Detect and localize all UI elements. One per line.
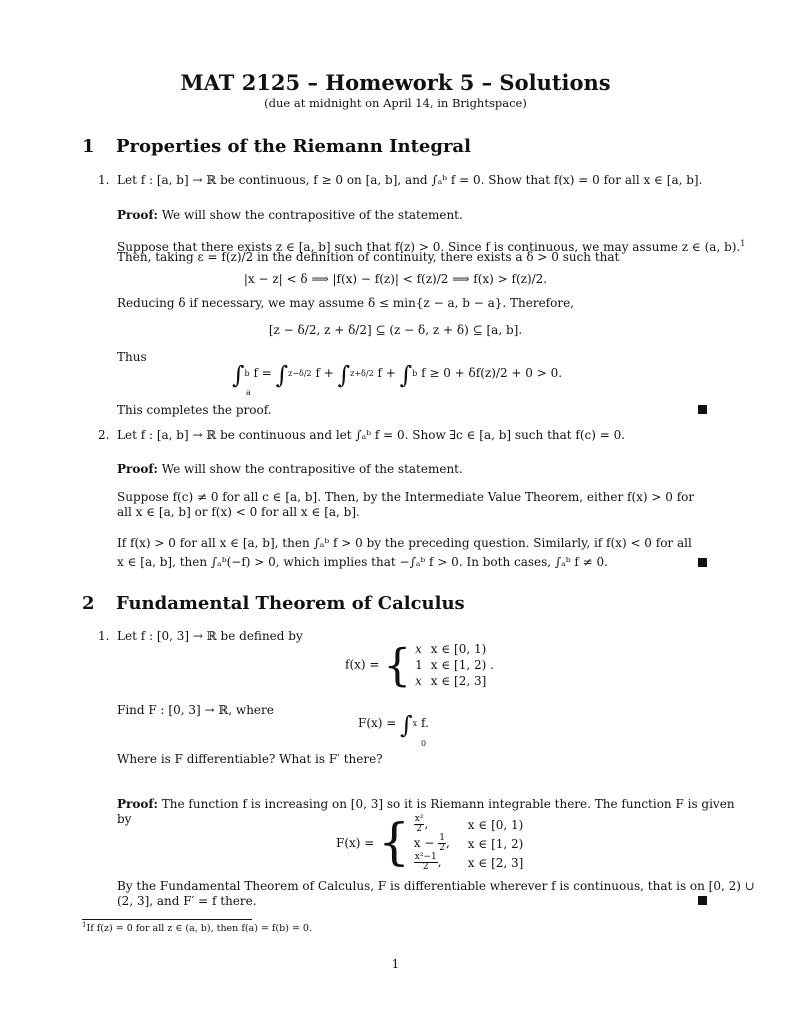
- case-cond: x ∈ [0, 1): [467, 817, 524, 832]
- page-title: MAT 2125 – Homework 5 – Solutions: [180, 70, 611, 95]
- fraction: [414, 815, 425, 834]
- page-subtitle: (due at midnight on April 14, in Brightspace): [264, 96, 527, 110]
- section-1-title: Properties of the Riemann Integral: [116, 136, 471, 157]
- s1-q1-eq3: [232, 361, 563, 389]
- s1-q2-number: 2.: [98, 428, 110, 442]
- case-expr: [414, 815, 468, 834]
- case-cond: x ∈ [2, 3]: [430, 674, 487, 688]
- s2-q1-ftc-b: (2, 3], and F′ = f there.: [117, 894, 257, 908]
- s2-q1-ftc-a: By the Fundamental Theorem of Calculus, F is differentiable wherever f is continuous, that is on [0, 2) ∪: [117, 879, 755, 893]
- integral-symbol: ∫: [400, 711, 413, 739]
- footnote-ref: 1: [740, 239, 746, 248]
- F-definition: [358, 711, 429, 739]
- s1-q2-para1a: Suppose f(c) ≠ 0 for all c ∈ [a, b]. Then, by the Intermediate Value Theorem, either f(x) > 0 for: [117, 490, 695, 504]
- section-1-number: 1: [82, 136, 95, 157]
- s2-q1-number: 1.: [98, 629, 110, 643]
- left-brace: {: [383, 640, 412, 692]
- denominator: 2: [422, 862, 429, 872]
- proof-intro: We will show the contrapositive of the statement.: [161, 462, 463, 476]
- f-case-row: [415, 657, 502, 673]
- s1-q1-para2: Then, taking ε = f(z)/2 in the definition of continuity, there exists a δ > 0 such that: [117, 250, 620, 264]
- qed-square: [698, 896, 707, 905]
- footnote-text: If f(z) = 0 for all z ∈ (a, b), then f(a) = f(b) = 0.: [86, 923, 312, 935]
- s1-q1-para3: Reducing δ if necessary, we may assume δ ≤ min{z − a, b − a}. Therefore,: [117, 296, 574, 310]
- left-brace: {: [378, 813, 410, 871]
- s2-q1-statement: Let f : [0, 3] → ℝ be defined by: [117, 629, 303, 643]
- s2-q1-find: Find F : [0, 3] → ℝ, where: [117, 703, 274, 717]
- denominator: 2: [416, 824, 422, 834]
- s2-q1-where: Where is F differentiable? What is F′ there?: [117, 752, 383, 766]
- case-cond: x ∈ [0, 1): [430, 642, 487, 656]
- case-expr: [414, 853, 468, 872]
- footnote: [82, 921, 312, 934]
- qed-square: [698, 558, 707, 567]
- case-expr: [414, 834, 468, 853]
- page-number: 1: [391, 957, 400, 971]
- f-case-row: [415, 673, 502, 689]
- case-expr: x: [415, 642, 422, 656]
- s1-q2-statement: Let f : [a, b] → ℝ be continuous and let ∫ₐᵇ f = 0. Show ∃c ∈ [a, b] such that f(c) = 0.: [117, 428, 626, 442]
- F-piecewise: [336, 815, 531, 872]
- proof-intro: We will show the contrapositive of the statement.: [161, 208, 463, 222]
- s1-q2-para2a: If f(x) > 0 for all x ∈ [a, b], then ∫ₐᵇ f > 0 by the preceding question. Similarly, if f(x) < 0 for all: [117, 536, 692, 550]
- comma: ,: [424, 817, 429, 831]
- numerator: x²−1: [414, 852, 437, 862]
- s1-q1-thus: Thus: [117, 350, 147, 364]
- proof-label: Proof:: [117, 462, 158, 476]
- fraction: [414, 853, 438, 872]
- f-cases: [415, 641, 502, 689]
- footnote-mark: 1: [82, 921, 87, 929]
- case-cond: x ∈ [2, 3]: [467, 855, 524, 870]
- section-2-title: Fundamental Theorem of Calculus: [116, 593, 465, 614]
- lower-limit: a: [246, 388, 251, 397]
- upper-limit: z−δ/2: [288, 369, 312, 378]
- F-lhs: F(x) =: [336, 836, 375, 850]
- case-expr: 1: [415, 658, 423, 672]
- F-cases: [414, 815, 532, 872]
- upper-limit: z+δ/2: [350, 369, 374, 378]
- s1-q2-para2b: x ∈ [a, b], then ∫ₐᵇ(−f) > 0, which implies that −∫ₐᵇ f > 0. In both cases, ∫ₐᵇ f ≠ 0.: [117, 555, 608, 569]
- s2-q1-proof-line: [117, 797, 735, 812]
- upper-limit: b: [412, 369, 418, 378]
- s1-q1-eq1: |x − z| < δ ⟹ |f(x) − f(z)| < f(z)/2 ⟹ f(x) > f(z)/2.: [243, 272, 548, 286]
- F-case-row: [414, 834, 532, 853]
- s2-q1-proof-by: by: [117, 812, 132, 826]
- eq3-term1: f +: [315, 366, 334, 380]
- eq3-term2: f +: [377, 366, 396, 380]
- F-def-rhs: f.: [421, 716, 429, 730]
- case-expr: x: [415, 674, 422, 688]
- comma: ,: [446, 836, 450, 850]
- proof-label: Proof:: [117, 208, 158, 222]
- fraction: [438, 834, 446, 853]
- numerator: x²: [414, 814, 424, 824]
- F-case-row: [414, 815, 532, 834]
- numerator: 1: [439, 833, 445, 843]
- upper-limit: b: [244, 369, 250, 378]
- eq3-term3: f ≥ 0 + δf(z)/2 + 0 > 0.: [421, 366, 563, 380]
- proof-text: The function f is increasing on [0, 3] so it is Riemann integrable there. The function F is given: [161, 797, 735, 811]
- F-case-row: [414, 853, 532, 872]
- section-2-number: 2: [82, 593, 95, 614]
- integral-symbol: ∫: [275, 361, 289, 389]
- s1-q2-para1b: all x ∈ [a, b] or f(x) < 0 for all x ∈ [a, b].: [117, 505, 360, 519]
- expr-prefix: x −: [413, 836, 435, 850]
- s1-q1-statement: Let f : [a, b] → ℝ be continuous, f ≥ 0 on [a, b], and ∫ₐᵇ f = 0. Show that f(x) = 0 for all x ∈ [a, b].: [117, 173, 703, 187]
- qed-square: [698, 405, 707, 414]
- case-cond: x ∈ [1, 2): [467, 836, 524, 851]
- f-lhs: f(x) =: [345, 657, 380, 672]
- denominator: 2: [439, 843, 445, 853]
- case-cond: x ∈ [1, 2) .: [430, 658, 494, 672]
- eq3-lhs: f =: [253, 366, 272, 380]
- upper-limit: x: [412, 719, 418, 728]
- s1-q1-para1-text: Suppose that there exists z ∈ [a, b] such that f(z) > 0. Since f is continuous, we may assume z ∈ (a, b).: [117, 240, 741, 254]
- integral-symbol: ∫: [399, 361, 413, 389]
- s1-q1-end: This completes the proof.: [117, 403, 272, 417]
- lower-limit: 0: [421, 739, 427, 748]
- s1-q2-proof-line: [117, 462, 463, 477]
- proof-label: Proof:: [117, 797, 158, 811]
- f-case-row: [415, 641, 502, 657]
- footnote-rule: [82, 919, 252, 920]
- integral-symbol: ∫: [232, 361, 245, 389]
- section-1-heading: [82, 136, 471, 157]
- f-piecewise: [345, 640, 502, 692]
- section-2-heading: [82, 593, 465, 614]
- F-def-lhs: F(x) =: [358, 716, 397, 730]
- integral-symbol: ∫: [337, 361, 351, 389]
- s1-q1-number: 1.: [98, 173, 110, 187]
- comma: ,: [437, 855, 442, 869]
- s1-q1-eq2: [z − δ/2, z + δ/2] ⊆ (z − δ, z + δ) ⊆ [a, b].: [268, 323, 523, 337]
- s1-q1-proof-line: [117, 208, 463, 223]
